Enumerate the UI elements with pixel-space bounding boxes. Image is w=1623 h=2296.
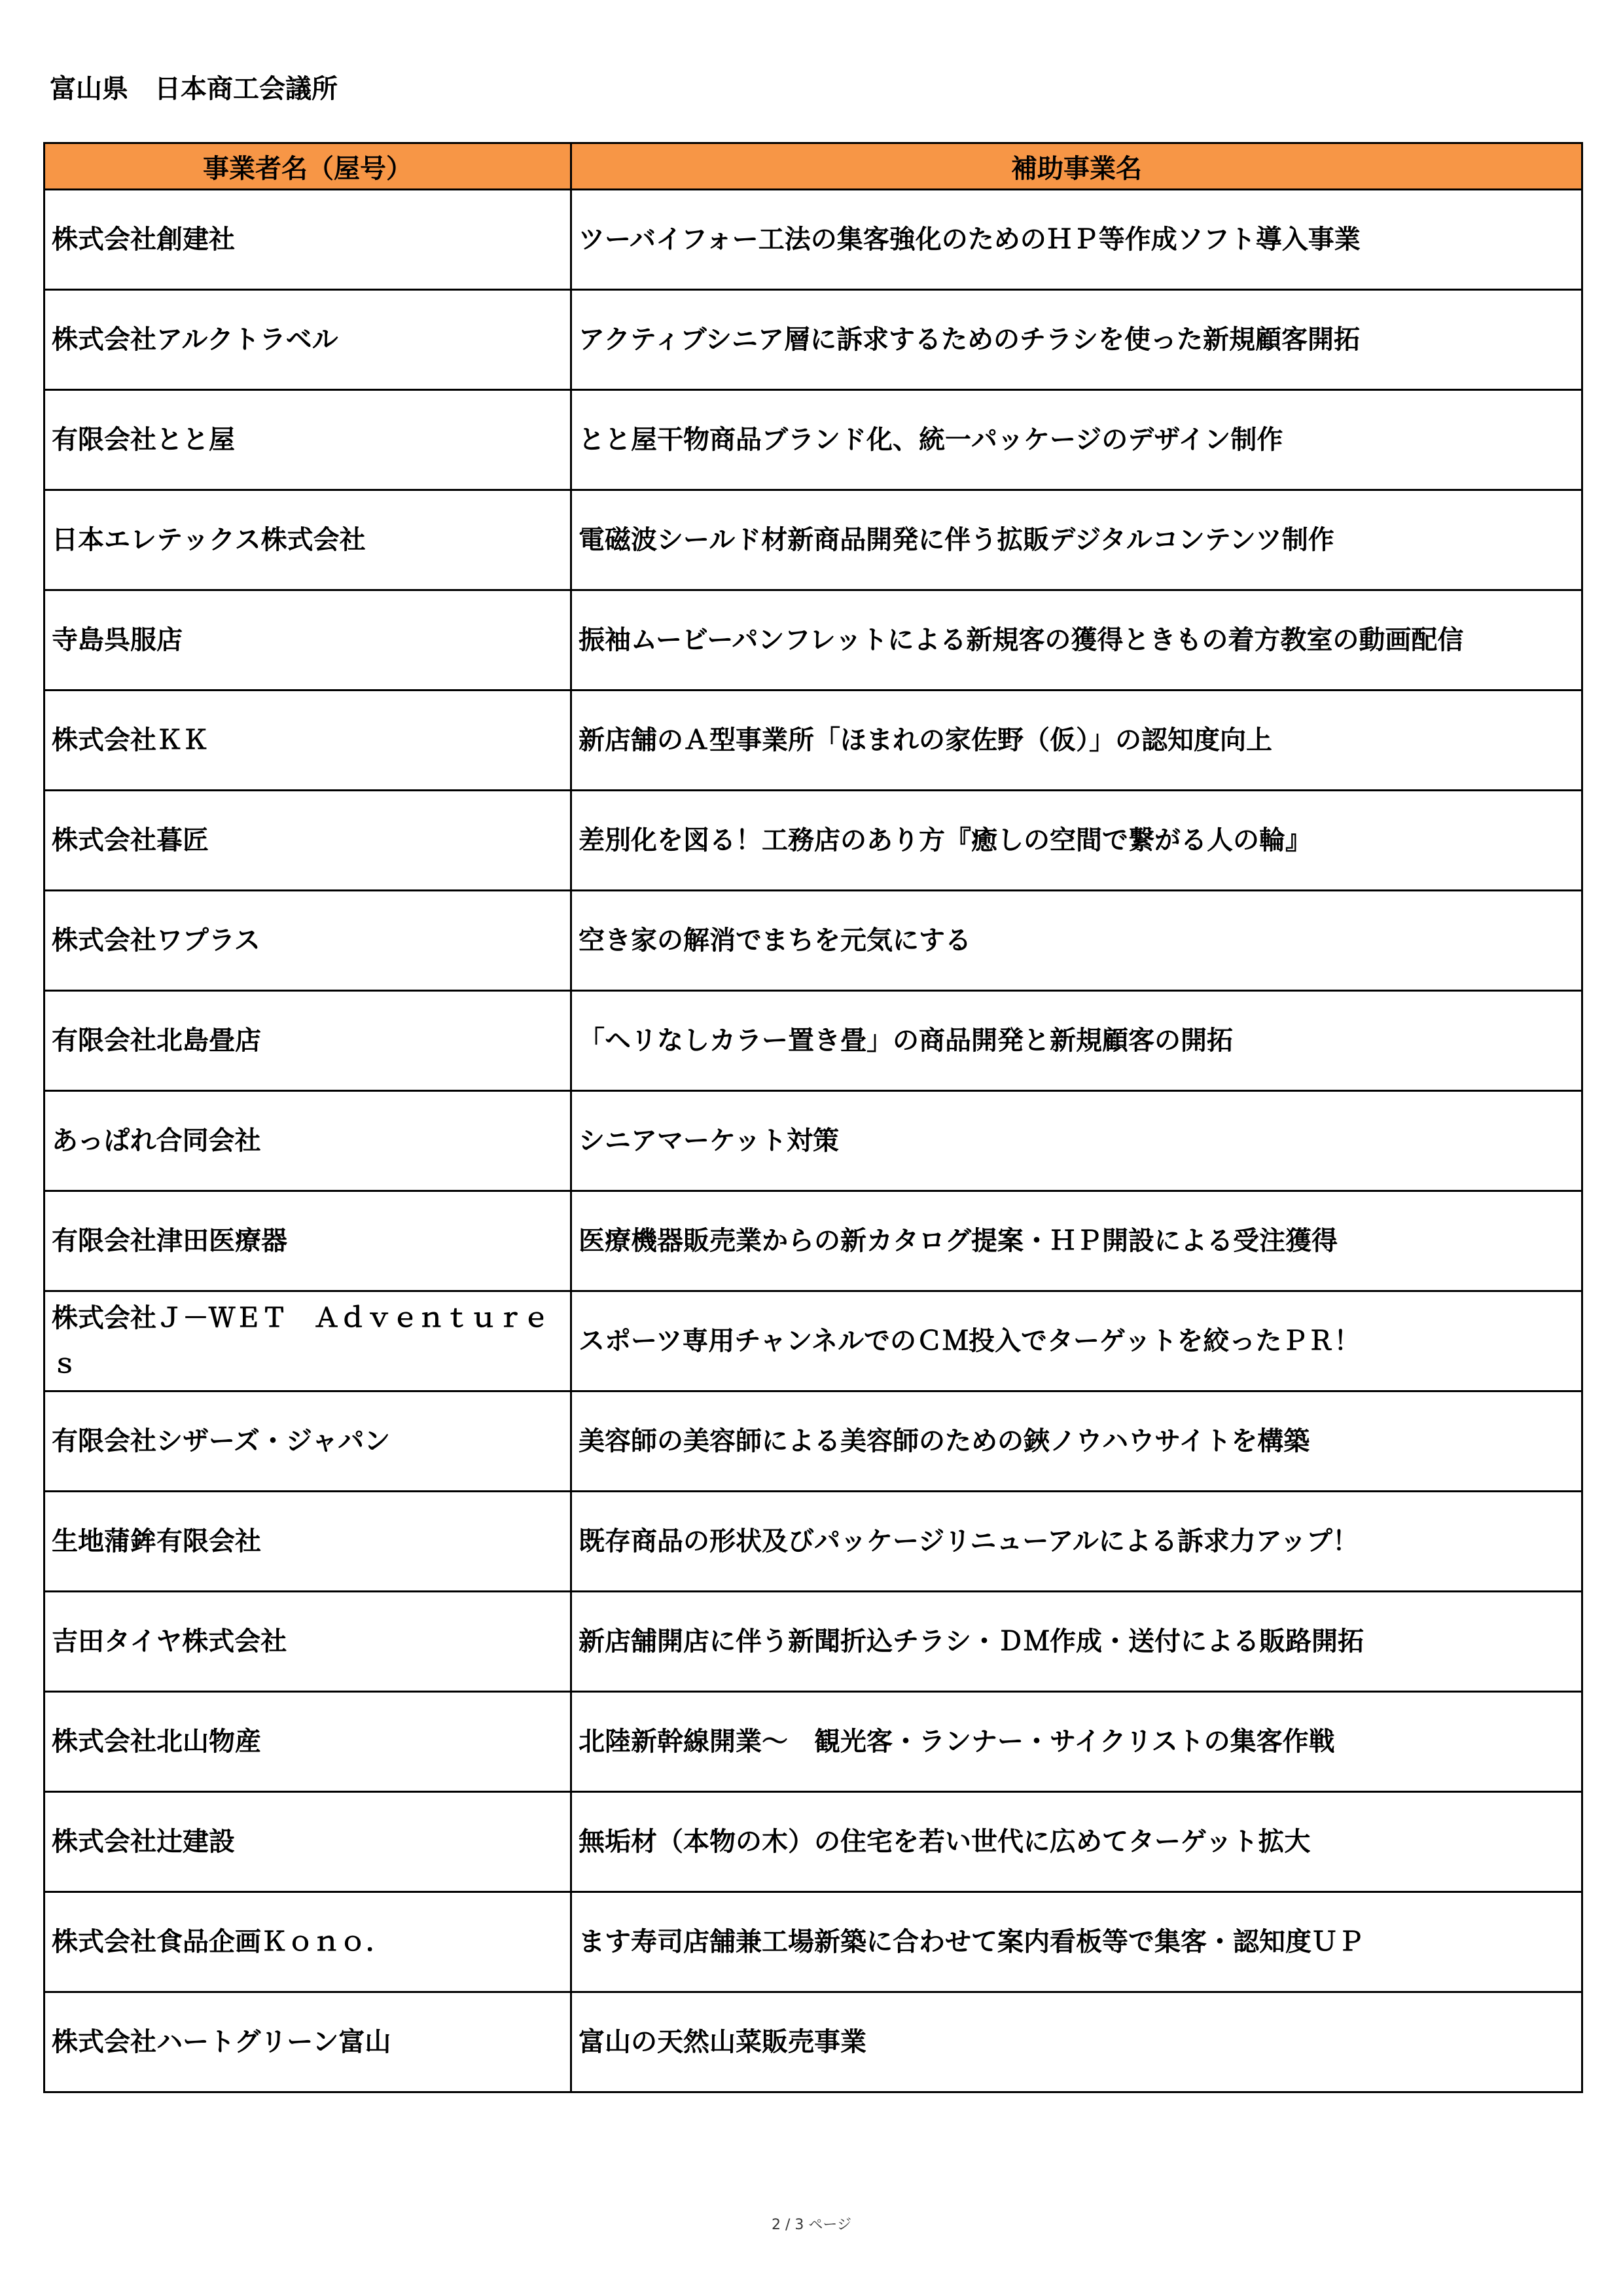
table-row [45, 190, 1582, 290]
grant-table [43, 142, 1583, 2093]
column-header-project-name: 補助事業名 [571, 143, 1582, 190]
column-header-business-name: 事業者名（屋号） [45, 143, 571, 190]
project-name-cell: 「ヘリなしカラー置き畳」の商品開発と新規顧客の開拓 [571, 991, 1582, 1091]
business-name-cell: 株式会社暮匠 [45, 791, 571, 891]
table-row [45, 1492, 1582, 1592]
project-name-cell: シニアマーケット対策 [571, 1091, 1582, 1191]
table-row [45, 991, 1582, 1091]
business-name-cell: あっぱれ合同会社 [45, 1091, 571, 1191]
table-row [45, 691, 1582, 791]
project-name-cell: ツーバイフォー工法の集客強化のためのＨＰ等作成ソフト導入事業 [571, 190, 1582, 290]
business-name-cell: 吉田タイヤ株式会社 [45, 1592, 571, 1692]
table-row [45, 1992, 1582, 2092]
header-row [45, 143, 1582, 190]
business-name-cell: 株式会社創建社 [45, 190, 571, 290]
table-row [45, 791, 1582, 891]
project-name-cell: とと屋干物商品ブランド化、統一パッケージのデザイン制作 [571, 390, 1582, 490]
business-name-cell: 株式会社北山物産 [45, 1692, 571, 1792]
project-name-cell: 空き家の解消でまちを元気にする [571, 891, 1582, 991]
table-row [45, 590, 1582, 691]
table-row [45, 390, 1582, 490]
project-name-cell: スポーツ専用チャンネルでのＣＭ投入でターゲットを絞ったＰＲ！ [571, 1291, 1582, 1391]
business-name-cell: 日本エレテックス株式会社 [45, 490, 571, 590]
table-row [45, 1091, 1582, 1191]
table-row [45, 490, 1582, 590]
table-row [45, 891, 1582, 991]
project-name-cell: 無垢材（本物の木）の住宅を若い世代に広めてターゲット拡大 [571, 1792, 1582, 1892]
project-name-cell: 新店舗のＡ型事業所「ほまれの家佐野（仮）」の認知度向上 [571, 691, 1582, 791]
table-row [45, 290, 1582, 390]
business-name-cell: 生地蒲鉾有限会社 [45, 1492, 571, 1592]
business-name-cell: 寺島呉服店 [45, 590, 571, 691]
project-name-cell: 新店舗開店に伴う新聞折込チラシ・ＤＭ作成・送付による販路開拓 [571, 1592, 1582, 1692]
business-name-cell: 株式会社ワプラス [45, 891, 571, 991]
project-name-cell: 振袖ムービーパンフレットによる新規客の獲得ときもの着方教室の動画配信 [571, 590, 1582, 691]
business-name-cell: 株式会社アルクトラベル [45, 290, 571, 390]
table-row [45, 1191, 1582, 1291]
business-name-cell: 株式会社辻建設 [45, 1792, 571, 1892]
business-name-cell: 有限会社とと屋 [45, 390, 571, 490]
table-row [45, 1792, 1582, 1892]
table-row [45, 1692, 1582, 1792]
project-name-cell: 電磁波シールド材新商品開発に伴う拡販デジタルコンテンツ制作 [571, 490, 1582, 590]
project-name-cell: 富山の天然山菜販売事業 [571, 1992, 1582, 2092]
document-title: 富山県 日本商工会議所 [50, 74, 338, 104]
business-name-cell: 有限会社北島畳店 [45, 991, 571, 1091]
page-number: 2 / 3 ページ [772, 2217, 851, 2233]
business-name-cell: 株式会社ＫＫ [45, 691, 571, 791]
project-name-cell: 差別化を図る！工務店のあり方『癒しの空間で繋がる人の輪』 [571, 791, 1582, 891]
table-row [45, 1291, 1582, 1391]
business-name-cell: 株式会社Ｊ－ＷＥＴ Ａｄｖｅｎｔｕｒｅｓ [45, 1291, 571, 1391]
table-body [45, 190, 1582, 2092]
business-name-cell: 株式会社ハートグリーン富山 [45, 1992, 571, 2092]
project-name-cell: ます寿司店舗兼工場新築に合わせて案内看板等で集客・認知度ＵＰ [571, 1892, 1582, 1992]
project-name-cell: 美容師の美容師による美容師のための鋏ノウハウサイトを構築 [571, 1391, 1582, 1492]
table-row [45, 1391, 1582, 1492]
table-header [45, 143, 1582, 190]
table-row [45, 1892, 1582, 1992]
business-name-cell: 株式会社食品企画Ｋｏｎｏ． [45, 1892, 571, 1992]
project-name-cell: 医療機器販売業からの新カタログ提案・ＨＰ開設による受注獲得 [571, 1191, 1582, 1291]
business-name-cell: 有限会社シザーズ・ジャパン [45, 1391, 571, 1492]
business-name-cell: 有限会社津田医療器 [45, 1191, 571, 1291]
project-name-cell: 既存商品の形状及びパッケージリニューアルによる訴求力アップ！ [571, 1492, 1582, 1592]
project-name-cell: アクティブシニア層に訴求するためのチラシを使った新規顧客開拓 [571, 290, 1582, 390]
project-name-cell: 北陸新幹線開業～ 観光客・ランナー・サイクリストの集客作戦 [571, 1692, 1582, 1792]
table-row [45, 1592, 1582, 1692]
